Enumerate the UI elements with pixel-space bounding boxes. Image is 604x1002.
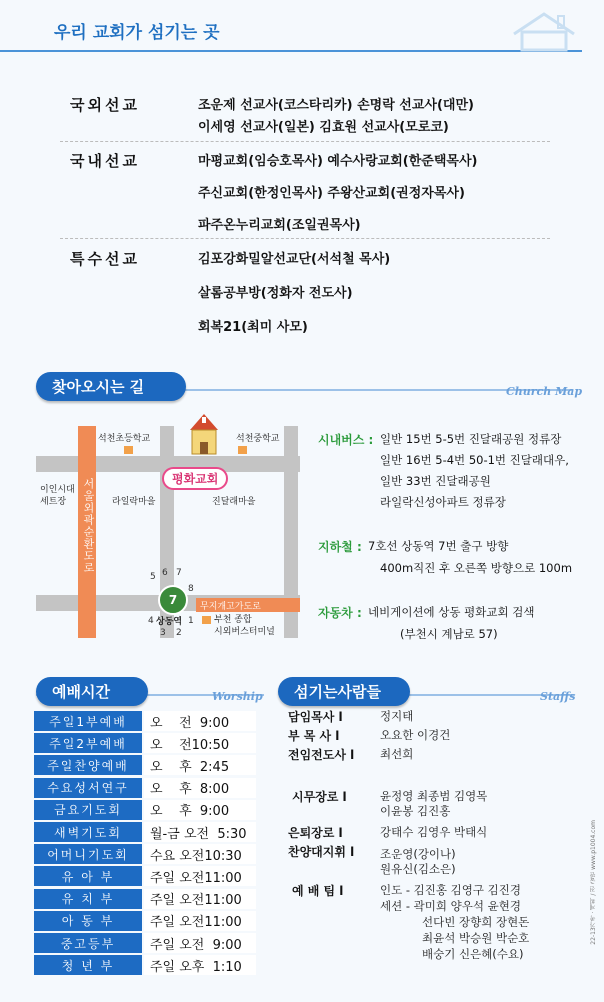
staff-role: 시무장로 l — [292, 790, 347, 804]
divider — [60, 141, 550, 142]
direction-line: (부천시 계남로 57) — [400, 627, 498, 641]
worship-name: 주일2부예배 — [34, 733, 142, 753]
direction-line: 라일락신성아파트 정류장 — [380, 495, 506, 509]
worship-row — [34, 822, 256, 842]
direction-line: 네비게이션에 상동 평화교회 검색 — [368, 605, 535, 619]
worship-row — [34, 844, 256, 864]
worship-name: 금요기도회 — [34, 800, 142, 820]
worship-time: 주일 오전11:00 — [144, 911, 256, 931]
mission-line: 김포강화밀알선교단(서석철 목사) — [198, 252, 391, 267]
worship-time: 오 전 9:00 — [144, 711, 256, 731]
staff-name: 최선희 — [380, 747, 414, 761]
direction-line: 7호선 상동역 7번 출구 방향 — [368, 539, 509, 553]
worship-name: 중고등부 — [34, 933, 142, 953]
staff-english: Staffs — [540, 690, 576, 703]
worship-name: 어머니기도회 — [34, 844, 142, 864]
worship-time: 오 전10:50 — [144, 733, 256, 753]
worship-name: 청 년 부 — [34, 955, 142, 975]
worship-name: 새벽기도회 — [34, 822, 142, 842]
worship-time: 오 후 2:45 — [144, 755, 256, 775]
staff-name: 원유신(김소은) — [380, 862, 456, 876]
direction-line: 일반 16번 5-4번 50-1번 진달래대우, — [380, 453, 569, 467]
worship-time: 오 후 9:00 — [144, 800, 256, 820]
map-label-school2: 석천중학교 — [236, 434, 280, 444]
worship-title: 예배시간 — [36, 677, 148, 706]
staff-name: 정지태 — [380, 709, 414, 723]
worship-name: 수요성서연구 — [34, 778, 142, 798]
directions-english: Church Map — [506, 385, 583, 398]
worship-row — [34, 800, 256, 820]
mission-line: 조운제 선교사(코스타리카) 손명락 선교사(대만) — [198, 98, 474, 113]
church-location-badge: 평화교회 — [162, 467, 228, 490]
staff-name: 최윤석 박승원 박순호 — [422, 931, 530, 945]
exit-number: 2 — [176, 628, 182, 638]
mission-category: 특수선교 — [70, 250, 140, 268]
worship-name: 유 아 부 — [34, 866, 142, 886]
church-icon — [186, 414, 222, 456]
staff-name: 이윤봉 김진홍 — [380, 804, 451, 818]
side-credit: 22-13가족 · 계획 / 전 출판 www.p1004.com — [590, 820, 597, 945]
house-icon — [510, 10, 578, 52]
staff-name: 인도 - 김진홍 김영구 김진경 — [380, 883, 521, 897]
worship-row — [34, 911, 256, 931]
direction-line: 일반 15번 5-5번 진달래공원 정류장 — [380, 432, 562, 446]
school-icon — [124, 446, 133, 454]
mission-line: 이세영 선교사(일본) 김효원 선교사(모로코) — [198, 120, 449, 135]
map-label-jindalrae: 진달래마을 — [212, 497, 256, 507]
worship-name: 주일1부예배 — [34, 711, 142, 731]
exit-number: 4 — [148, 616, 154, 626]
map-label-school1: 석천초등학교 — [98, 434, 151, 444]
worship-time: 주일 오후 1:10 — [144, 955, 256, 975]
school-icon — [238, 446, 247, 454]
mission-line: 살롬공부방(정화자 전도사) — [198, 286, 353, 301]
worship-row — [34, 733, 256, 753]
staff-role: 예 배 팀 l — [292, 884, 344, 898]
map-label-station: 상동역 — [156, 617, 183, 627]
mission-category: 국내선교 — [70, 152, 140, 170]
direction-line: 400m직진 후 오른쪽 방향으로 100m — [380, 561, 573, 575]
staff-title: 섬기는사람들 — [278, 677, 410, 706]
map-label-aeon: 이인시대 세트장 — [40, 485, 75, 507]
mission-category: 국외선교 — [70, 96, 140, 114]
worship-row — [34, 933, 256, 953]
mission-line: 회복21(최미 사모) — [198, 320, 308, 335]
worship-row — [34, 755, 256, 775]
staff-name: 배숭기 신은혜(수요) — [422, 947, 524, 961]
worship-time: 주일 오전11:00 — [144, 866, 256, 886]
mission-line: 마평교회(임승호목사) 예수사랑교회(한준택목사) — [198, 154, 478, 169]
worship-row — [34, 711, 256, 731]
staff-name: 오요한 이경건 — [380, 728, 451, 742]
map-label-lilac: 라일락마을 — [112, 497, 156, 507]
mission-line: 파주온누리교회(조일권목사) — [198, 218, 361, 233]
worship-time: 주일 오전 9:00 — [144, 933, 256, 953]
staff-role: 찬양대지휘 l — [288, 845, 355, 859]
exit-number: 5 — [150, 572, 156, 582]
divider — [60, 238, 550, 239]
exit-number: 1 — [188, 616, 194, 626]
worship-english: Worship — [212, 690, 263, 703]
staff-role: 부 목 사 l — [288, 729, 340, 743]
staff-role: 담임목사 l — [288, 710, 343, 724]
staff-name: 세션 - 곽미희 양우석 윤현경 — [380, 899, 521, 913]
worship-time: 월-금 오전 5:30 — [144, 822, 256, 842]
worship-row — [34, 955, 256, 975]
worship-row — [34, 778, 256, 798]
worship-name: 주일찬양예배 — [34, 755, 142, 775]
worship-time: 오 후 8:00 — [144, 778, 256, 798]
exit-number: 3 — [160, 628, 166, 638]
direction-category: 자동차 : — [318, 606, 362, 620]
worship-time: 주일 오전11:00 — [144, 889, 256, 909]
staff-name: 조운영(강이나) — [380, 847, 456, 861]
station-icon: 7 — [158, 585, 188, 615]
direction-category: 시내버스 : — [318, 433, 374, 447]
exit-number: 8 — [188, 584, 194, 594]
staff-role: 은퇴장로 l — [288, 826, 343, 840]
exit-number: 6 — [162, 568, 168, 578]
highway-label: 서울외곽순환도로 — [82, 478, 95, 574]
header-divider — [0, 50, 582, 52]
terminal-icon — [202, 616, 211, 624]
worship-name: 유 치 부 — [34, 889, 142, 909]
worship-row — [34, 889, 256, 909]
map-label-terminal: 부천 종합 시외버스터미널 — [214, 615, 275, 637]
directions-title: 찾아오시는 길 — [36, 372, 186, 401]
mission-line: 주신교회(한정인목사) 주왕산교회(권정자목사) — [198, 186, 465, 201]
staff-name: 윤정영 최종범 김영목 — [380, 789, 488, 803]
worship-time: 수요 오전10:30 — [144, 844, 256, 864]
direction-category: 지하철 : — [318, 540, 362, 554]
exit-number: 7 — [176, 568, 182, 578]
staff-name: 강태수 김영우 박태식 — [380, 825, 488, 839]
direction-line: 일반 33번 진달래공원 — [380, 474, 491, 488]
page-title: 우리 교회가 섬기는 곳 — [54, 23, 220, 43]
staff-name: 선다빈 장향희 장현돈 — [422, 915, 530, 929]
worship-name: 아 동 부 — [34, 911, 142, 931]
staff-role: 전임전도사 l — [288, 748, 355, 762]
overpass-label: 무지개고가도로 — [200, 602, 261, 612]
worship-row — [34, 866, 256, 886]
